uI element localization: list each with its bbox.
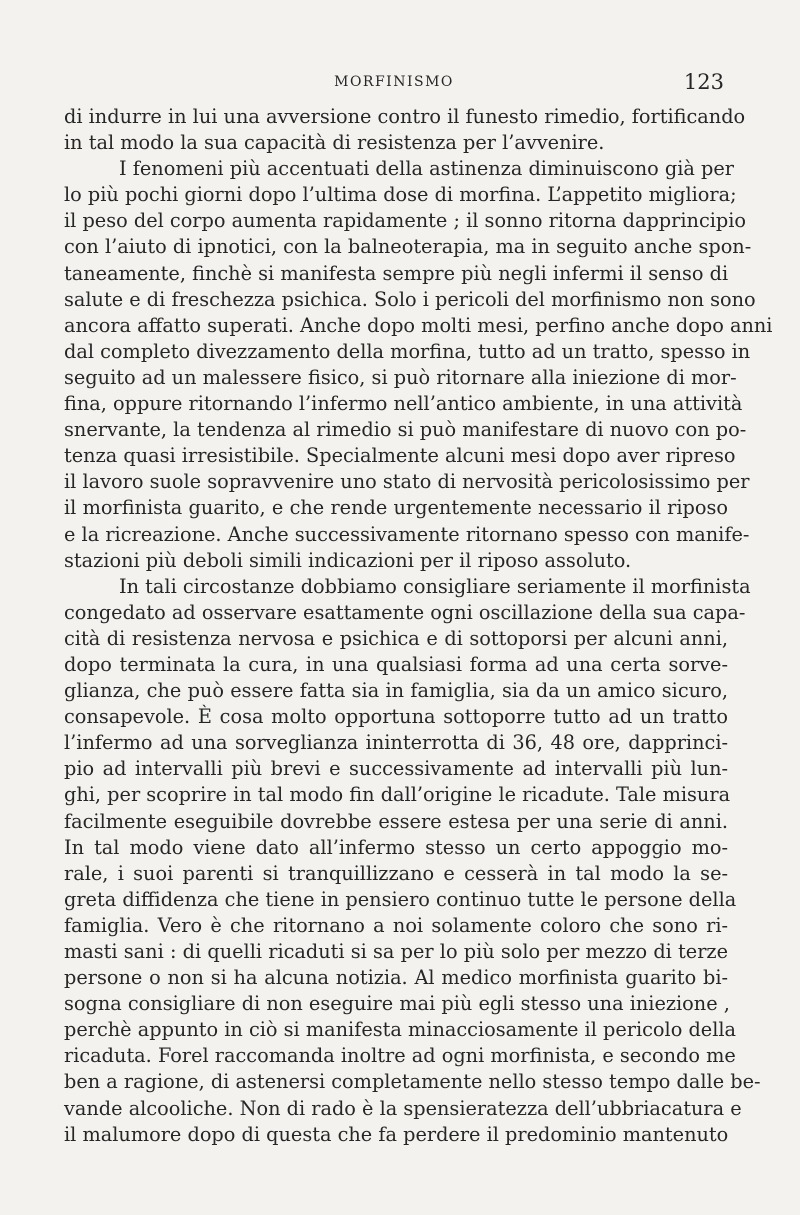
text-line: il peso del corpo aumenta rapidamente ; il sonno ritorna dapprincipio <box>64 209 747 233</box>
text-line: perchè appunto in ciò si manifesta minacciosamente il pericolo della <box>64 1018 737 1042</box>
text-line: ghi, per scoprire in tal modo fin dall’origine le ricadute. Tale misura <box>64 783 731 807</box>
text-line: seguito ad un malessere fisico, si può ritornare alla iniezione di mor- <box>64 365 737 389</box>
text-line: ricaduta. Forel raccomanda inoltre ad ogni morfinista, e secondo me <box>64 1044 736 1068</box>
text-line: il lavoro suole sopravvenire uno stato di nervosità pericolosissimo per <box>64 470 750 494</box>
text-line: fina, oppure ritornando l’infermo nell’antico ambiente, in una attività <box>64 392 743 416</box>
text-line: I fenomeni più accentuati della astinenza diminuiscono già per <box>119 157 734 181</box>
text-line: congedato ad osservare esattamente ogni oscillazione della sua capa- <box>64 600 746 624</box>
text-line: persone o non si ha alcuna notizia. Al medico morfinista guarito bi- <box>64 966 728 990</box>
text-line: ancora affatto superati. Anche dopo molti mesi, perfino anche dopo anni <box>64 313 773 337</box>
text-line: vande alcooliche. Non di rado è la spensieratezza dell’ubbriacatura e <box>64 1096 742 1120</box>
text-line: salute e di freschezza psichica. Solo i pericoli del morfinismo non sono <box>64 287 756 311</box>
text-line: il malumore dopo di questa che fa perdere il predominio mantenuto <box>64 1122 729 1146</box>
text-line: l’infermo ad una sorveglianza ininterrotta di 36, 48 ore, dapprinci- <box>64 731 728 755</box>
text-line: tenza quasi irresistibile. Specialmente alcuni mesi dopo aver ripreso <box>64 444 736 468</box>
text-line: stazioni più deboli simili indicazioni per il riposo assoluto. <box>64 548 632 572</box>
text-line: masti sani : di quelli ricaduti si sa per lo più solo per mezzo di terze <box>64 940 728 963</box>
text-line: consapevole. È cosa molto opportuna sottoporre tutto ad un tratto <box>64 705 728 729</box>
text-line: con l’aiuto di ipnotici, con la balneoterapia, ma in seguito anche spon- <box>64 235 752 259</box>
text-line: facilmente eseguibile dovrebbe essere estesa per una serie di anni. <box>64 809 728 833</box>
text-line: il morfinista guarito, e che rende urgentemente necessario il riposo <box>64 496 728 520</box>
text-line: e la ricreazione. Anche successivamente ritornano spesso con manife- <box>64 522 750 546</box>
text-line: cità di resistenza nervosa e psichica e di sottoporsi per alcuni anni, <box>64 626 728 650</box>
text-line: sogna consigliare di non eseguire mai più egli stesso una iniezione , <box>64 992 730 1016</box>
text-line: dopo terminata la cura, in una qualsiasi forma ad una certa sorve- <box>64 652 728 676</box>
text-line: In tal modo viene dato all’infermo stesso un certo appoggio mo- <box>64 835 728 859</box>
text-line: taneamente, finchè si manifesta sempre più negli infermi il senso di <box>64 261 729 285</box>
text-line: pio ad intervalli più brevi e successivamente ad intervalli più lun- <box>64 757 728 781</box>
text-line: di indurre in lui una avversione contro il funesto rimedio, fortificando <box>64 105 746 128</box>
text-line: glianza, che può essere fatta sia in famiglia, sia da un amico sicuro, <box>64 679 728 703</box>
page-number: 123 <box>683 70 724 94</box>
text-line: famiglia. Vero è che ritornano a noi solamente coloro che sono ri- <box>64 913 728 937</box>
running-head: MORFINISMO <box>334 74 454 90</box>
text-line: lo più pochi giorni dopo l’ultima dose di morfina. L’appetito migliora; <box>64 183 737 207</box>
page-header <box>64 70 724 96</box>
text-line: snervante, la tendenza al rimedio si può manifestare di nuovo con po- <box>64 418 747 442</box>
text-line: In tali circostanze dobbiamo consigliare seriamente il morfinista <box>119 574 751 598</box>
text-line: greta diffidenza che tiene in pensiero continuo tutte le persone della <box>64 887 737 911</box>
body-text <box>64 104 773 1148</box>
text-line: in tal modo la sua capacità di resistenza per l’avvenire. <box>64 131 605 155</box>
text-line: rale, i suoi parenti si tranquillizzano e cesserà in tal modo la se- <box>64 861 728 885</box>
text-line: ben a ragione, di astenersi completamente nello stesso tempo dalle be- <box>64 1070 761 1094</box>
text-line: dal completo divezzamento della morfina, tutto ad un tratto, spesso in <box>64 339 751 363</box>
